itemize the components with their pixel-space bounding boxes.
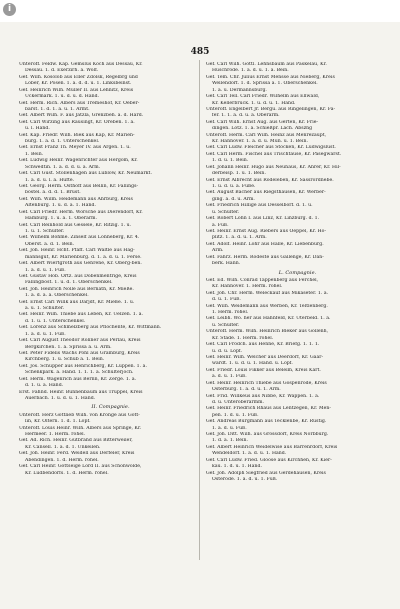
text-line: Unteroff. Feldw. Kap. Gemslus Koch aus Dessau, Kr. (19, 62, 143, 67)
section-heading: L. Compagnie. (278, 269, 317, 276)
text-line: Erst. Fahnd. Heinr. Bunnenbaum aus Trüppel, Kreis (19, 389, 143, 395)
text-line: Oberst. a. d. 1. Bein. (25, 241, 75, 247)
text-line: Gef. Carl Wilh. Gottl. Lehnsbaum aus Paskelau, Kr. (206, 62, 327, 67)
text-line: Gef. Heinr. Wilh. Welcher aus Deerdorf, Kr. Gaar- (206, 354, 324, 360)
text-line: Gef. Tem. Chr. Julius Ernst Mensse aus Nieberg, Kreis (206, 74, 335, 80)
text-line: Gef. Carl Wirzing aus Rausingt, Kr. Oreben. 1. a. (19, 119, 135, 125)
text-line: Gef. Albert Wilh. F. aus Jätzla, Grenzbeh. a. d. Hard. (19, 113, 144, 119)
column-divider (199, 60, 200, 560)
text-line: Osterode. 1. a. d. u. 1. Fuß. (212, 477, 278, 482)
text-line: Dessau. 1. d. Exerzirh. a. Wolf. (25, 68, 99, 74)
text-line: Gef. Wilh. Kosolob aus Eller Zdolsk, Regelbrg und (19, 74, 138, 80)
text-line: Gef. Carl August Theodor Roliner aus Perlau, Kreis (19, 338, 141, 344)
text-line: wardt. 1. u. d. u. 1. Hand. u. Lopf. (212, 361, 293, 367)
text-line: fer. 1. 1. a. d. u. a. Oberarm. (212, 113, 280, 119)
text-line: 1. Herm. rohel. (212, 310, 249, 316)
text-line: Gef. Carl Reinhold aus Gessele, Kr. Ritzig. 1. u. (19, 222, 132, 228)
text-line: Gef. August Bächer aus Riegsthausen, Kr. Werber- (206, 190, 326, 196)
text-line: d. u. Unteroberarmm. (212, 399, 265, 405)
text-line: Gef. Heinr. Heinrich Thiebe aus Gospenrode, Kreis (206, 380, 327, 386)
text-line: Abendingen. 1. d. Herm. rohel. (25, 457, 99, 463)
text-line: Kr. Hannover. 1. a. d. u. Mün. u. 1. Bein. (212, 139, 308, 145)
text-line: pen. 1. d. u. 1. Fuß. (212, 412, 259, 418)
text-line: Gef. Robert Löhn I. aus Linz, Kr. Linzburg. d. 1. (206, 216, 320, 222)
text-line: u. Schulter. (212, 322, 240, 328)
text-line: Gef. Friedr. Louis Fikker aus Beleim, Kreis Kart. (206, 367, 321, 373)
text-line: Gef. Joh. Heinr. Hcht. Pfaff. Carl Wältle aus Hag- (19, 248, 135, 254)
text-line: Gef. Andreas Burgmann aus Tecklenbe, Kr. Rüstig. (206, 419, 327, 425)
text-line: Gef. Ad. Rich. Heinr. Gutbrand aus Bitterweiler, (19, 438, 133, 444)
text-line: dingen. Lotz. 1. a. Schießpr. Lach. Abszng (212, 126, 313, 132)
text-line: kau. 1. d. u. 1. Hand. (212, 464, 263, 470)
text-line: Gef. Fahrz. Herm. Rodeste aus Gallenge, Kr. Dan- (206, 254, 324, 260)
text-line: bärst. 1. d. 1. a. u. 1. Armt. (25, 106, 90, 112)
text-line: u. Schulter. (212, 209, 240, 215)
text-line: mannsgut, Kr. Marienburg. d. 1. a. d. u. 1. Ferse. (25, 254, 142, 260)
text-line: Schenkpark. a. Hand. 1. 1. 1. a. Schulterjoch. (25, 370, 134, 376)
text-line: Gef. Jos. Schupper aus Henrichberg, Kr. Luppen. 1. a. (19, 363, 147, 369)
text-line: a. Fuß. (212, 222, 229, 228)
text-line: 1. a. d. u. 1. Fuß. (25, 267, 66, 273)
text-line: Gef. Wilhelm Böhme. Zinself aus Lonneberg, Kr. 4. (19, 235, 140, 241)
text-line: 1. Bein. (25, 151, 44, 157)
text-line: Gef. Carl Herm. Fischel aus Trischtause, Kr. Pasegwarst. (206, 151, 342, 157)
text-line: Gef. Albert Heinrich Weidelwise aus Barrenrdorf, Kreis (206, 444, 338, 450)
text-line: Gef. Adolf. Heinr. Löhr aus Halle, Kr. Liebenburg. (206, 241, 324, 247)
text-line: d. 1. u. 1. Unterschenkel. (25, 318, 86, 324)
text-line: Gef. Frid. Willkeus aus Nibbe, Kr. Wappen. 1. a. (206, 393, 320, 399)
text-line: Osterburg. 1. a. d. u. 1. Arm. (212, 387, 281, 393)
text-line: Kr. Cansell. 1. a. d. 1. Unkeilen. (25, 444, 101, 450)
text-line: d. 1. u. a. Hand. (25, 383, 64, 389)
text-line: Bergkirchen. 1. a. Sprissa a. u. Arm. (25, 344, 112, 350)
text-line: Gef. Albert Wiertgroth aus Gehrene, Kr. Oberg-ben. (19, 261, 142, 267)
text-line: Löber, Kr. Posen. 1. a. d. d. u. 1. Linksbeinst. (25, 81, 132, 87)
text-line: a. u. 1. Schulter. (25, 306, 65, 312)
text-line: Gef. Carl Heinr. Gottseige Lord II. aus Schönwolde, (19, 464, 142, 470)
text-line: Gef. Herm. Rich. Albers aus Tremeshof, Kr. Oeber- (19, 100, 140, 106)
text-line: 1. a. u. Dermannsburg. (212, 87, 267, 93)
text-line: Gef. Carl Gust. Stollenhagen aus Lüblow, Kr. Neumarkt. (19, 171, 152, 177)
text-line: plitz. 1. a. d. u. 1. Arm. (212, 235, 267, 241)
page-number: 485 (190, 47, 210, 57)
text-line: Gef. Ludwig Heinr. Wagenrichter aus Hergom, Kr. (19, 158, 138, 164)
text-line: Gef. Carl Ludw. Fleicher aus Stöcken, Kr. Ludwigslust. (206, 145, 336, 151)
text-line: 1. d. u. 1. Bein. (212, 158, 249, 164)
text-line: Huschrode. 1. a. d. u. 1. a. Bein. (212, 68, 289, 74)
text-line: 1. a. d. u. 1. Fuß. (25, 331, 66, 337)
text-line: Gef. Joh. Chr. Herm. Weleckauf aus Mikaseter. 1. a. (206, 290, 329, 296)
text-line: Unteroff. Louis Heinr. Wilh. Albers aus Springe, Kr. (19, 425, 142, 431)
text-line: a. d. u. 1. Fuß. (212, 374, 247, 380)
text-line: Gef. Peter Fidelis Wachs Pohl aus Gramburg, Kreis (19, 350, 140, 356)
viewer-toolbar (0, 0, 400, 22)
text-line: Wellendorf. 1. d. Sprissa a. 1. Oberschenkel. (212, 81, 318, 87)
text-line: 1. a. d. u. Fuß. (212, 425, 247, 431)
text-line: Gef. Gustav Hob. Ortz. aus Dobenmentrige, Kreis (19, 273, 137, 279)
text-line: Altenburg. 1. u. d. a. 1. Hand. (25, 203, 97, 209)
text-line: Gef. Johann Heinr. Hugo aus Neuhaus, Kr. Ahrer, Kr. Hil- (206, 164, 341, 170)
text-line: Kr. Hannover. 1. Herm. rohel. (212, 284, 283, 290)
text-line: u. l. Hand. (25, 126, 50, 132)
text-line: bostel. a. d. d. 1. Brust. (25, 190, 81, 196)
text-line: lin, Kr. Oltern. 1. d. 1. Lopf. (25, 419, 91, 425)
text-line: Gef. Kap. Friedr. Wilh. Biek aus Kap, Kr. Marien- (19, 132, 135, 138)
info-icon[interactable]: i (3, 3, 16, 16)
text-line: Gef. Wilh. Weidemann aus Werben, Kr. Teltlenberg. (206, 303, 328, 309)
text-line: u. d. u. Lopf. (212, 348, 243, 354)
section-heading: II. Compagnie. (91, 404, 130, 411)
text-line: Gef. Heinrich Wilh. Müller II. aus Lehnitz, Kreis (19, 87, 134, 93)
text-line: Gef. Carl Wilh. Ernst Aug. aus Gerten, Kr. Frie- (206, 119, 319, 125)
text-line: Schwedtin. 1. a. d. d. u. a. Arm. (25, 164, 101, 170)
text-line: Wendeldorf. 1. a. d. u. 1. Hand. (212, 451, 287, 457)
text-line: Fallingbost. 1. u. d. 1. Oberschenkel. (25, 280, 113, 286)
text-line: Unteroff. Engelbert Jr. Bergu. aus Ringelingen, Kr. Fa- (206, 106, 336, 112)
text-line: Gef. Georg. Herm. Osthoff aus Bellin, Kr. Fallings- (19, 184, 139, 190)
text-line: Kr. Stade. 1. Herm. rohel. (212, 335, 274, 341)
text-line: Gef. Leibh. Wo. her aus Hahnfeld, Kr. Uterbeld. 1. a. (206, 316, 331, 322)
text-line: Kr. Lüdbendorfs. 1. d. Herm. rohel. (25, 470, 109, 476)
text-line: 1. a. d. u. l. a. Hüfte. (25, 177, 75, 183)
text-line: Gef. Heinr. Ernst Aug. Riebers aus Oeppel, Kr. Ho- (206, 228, 327, 234)
text-line: Gef. Ed. Wilh. Conrad Tappenberg aus Ferchel, (206, 277, 319, 283)
text-line: ging. a. d. u. Arm. (212, 196, 255, 202)
text-line: Gef. Joh. Ditt. Wilh. aus Grossdorf, Kreis Norbburg. (206, 432, 329, 438)
text-line: Gef. Carl Tell. Carl Friedr. Wilhelm aus Ellwald, (206, 94, 320, 100)
text-line: Gef. Ernst Albrecht aus Rodeleben, Kr. Sassrordnebe. (206, 177, 334, 183)
text-line: Gef. Joh. Heinr. Ferd. Weidell aus Derfeler, Kreis (19, 451, 135, 457)
text-line: derbeisp. 1. u. 1. Bein. (212, 171, 266, 177)
text-line: burg. 1. a. d. 1. Unterschenkel. (25, 139, 100, 145)
text-line: Gef. Wilh. Wilm. Heidemann aus Ahrburg, Kreis (19, 196, 133, 202)
text-line: Gef. Friedrich Hillige aus Desselborf. d. 1. u. (206, 203, 313, 209)
text-line: Unteroff. Herz Gottlieb Wilh. von Kronge aus Gott- (19, 412, 140, 418)
text-line: Auerbach. 1. u. d. u. 1. Hand. (25, 395, 96, 401)
text-line: Unteroff. Herm. Wilh. Heinrich Bleker aus Gollenh, (206, 329, 329, 335)
text-line: Gef. Heinr. Friedrich Rhaus aus Lentzegen, Kr. Men- (206, 406, 331, 412)
text-line: Hermeer. 1. Herm. rohel. (25, 432, 86, 438)
text-line: 1. d. a. 1. Bein. (212, 438, 249, 444)
text-line: Arm. (212, 248, 224, 254)
text-line: Gef. Joh. Heinrich Nölle aus Bernath, Kr. Mieße. (19, 286, 134, 292)
text-line: d. u. 1. Fuß. (212, 297, 241, 303)
text-line: Gef. Carl Ludw. Fried. Gloose aus Kirchhen, Kr. Kier- (206, 457, 332, 463)
text-line: Gef. Ernst Franz Th. Meyer IV. aus Argen. 1. u. (19, 145, 131, 151)
text-line: 1. u. 1. Schulter. (25, 228, 65, 234)
text-line: Gef. Lorenz aus Schmelzberg aus Pflochente, Kr. Wittmann. (19, 325, 162, 331)
text-line: Kirchberg. 1. u. Schub a. 1. Bein. (25, 357, 105, 363)
text-line: 1. u. d. u. a. Füße. (212, 184, 256, 190)
text-line: Gef. Carl Frodch. aus Henne, Kr. Briefg. 1. 1. 1. (206, 342, 320, 348)
text-line: berk. Hann. (212, 261, 241, 267)
left-column (19, 62, 202, 477)
text-line: Gef. Heinr. Wilh. Thiebe aus Leben, Kr. Uelzen. 1. a. (19, 312, 144, 318)
right-column (206, 62, 389, 483)
text-line: Gef. Ernst Carl Willk aus Darjdt, Kr. Mieße. 1. u. (19, 299, 135, 305)
text-line: Gef. Herm. Wagenrich aus Bernn, Kr. Zerge. 1. a. (19, 376, 137, 382)
text-line: Uckermark. 1. u. d. u. d. Hand. (25, 94, 100, 100)
text-line: Hamburg. 1. u. a. 1. Oberarm. (25, 216, 98, 222)
text-line: Unteroff. Herm. Carl Wilh. Heinz aus Menrezaupt, (206, 132, 327, 138)
text-line: Kr. Kellerbrück. 1. u. d. u. 1. Hand. (212, 100, 296, 106)
text-line: 1. a. d. a. a. Oberschenkel. (25, 293, 89, 299)
text-line: Gef. Carl Friedr. Herm. Wörsche aus Dierendorf, Kr. (19, 209, 143, 215)
text-line: Gef. Joh. Adolph Siegfried aus Gerdehausen, Kreis (206, 470, 326, 476)
